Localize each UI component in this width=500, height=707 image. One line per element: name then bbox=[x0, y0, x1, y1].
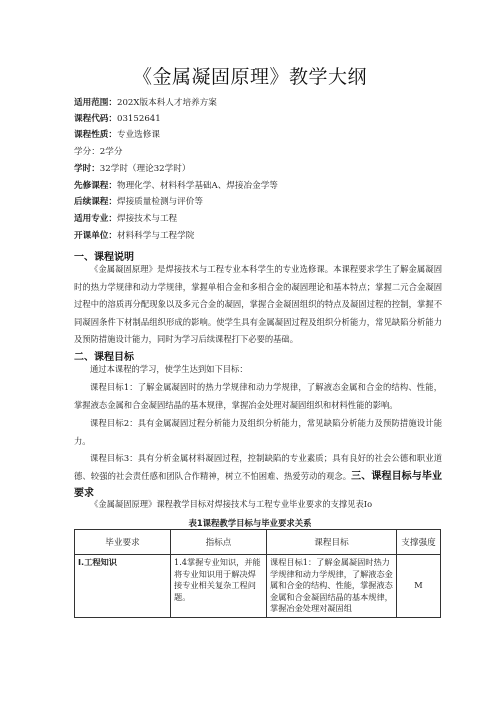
goal-1: 课程目标1：了解金属凝固时的热力学规律和动力学规律，了解液态金属和合金的结构、性能，掌握液态金属和合金凝固结晶的基本规律，掌握冶金处理对凝固组织和材料性能的影响。 bbox=[74, 382, 442, 410]
page-title: 《金属凝固原理》教学大纲 bbox=[132, 66, 367, 88]
meta-label: 适用专业： bbox=[74, 214, 117, 224]
goal-3-text: 课程目标3：具有分析金属材料凝固过程，控制缺陷的专业素质；具有良好的社会公德和职业道德、较强的社会责任感和团队合作精神，树立不怕困难、热爱劳动的观念。 bbox=[74, 453, 442, 481]
meta-prerequisites bbox=[74, 181, 278, 192]
meta-value: 专业选修课 bbox=[116, 130, 160, 140]
section-heading-course-goals: 二、课程目标 bbox=[74, 352, 134, 363]
meta-label: 适用范围： bbox=[74, 98, 117, 108]
column-header: 支撑强度 bbox=[397, 530, 441, 555]
meta-label: 后续课程： bbox=[74, 197, 117, 207]
meta-label: 课程性质： bbox=[74, 130, 117, 140]
meta-label: 学时： bbox=[74, 164, 100, 174]
meta-label: 开课单位： bbox=[74, 231, 117, 241]
meta-value: 焊接技术与工程 bbox=[116, 214, 178, 224]
table-cell-requirement: I.工程知识 bbox=[75, 555, 171, 618]
course-description-paragraph: 《金属凝固原理》是焊接技术与工程专业本科学生的专业选修课。本课程要求学生了解金属凝固时的热力学规律和动力学规律，掌握单相合金和多相合金的凝固理论和基本特点；掌握二元合金凝固过程中的溶质再分配现象以及多元合金的凝固，掌握合金凝固组织的特点及凝固过程的控制，掌握不同凝固条件下材制品组织形成的影响。使学生具有金属凝固过程及组织分析能力，常见缺陷分析能力及预防措施设计能力，同时为学习后续课程打下必要的基础。 bbox=[74, 264, 442, 345]
table-cell-strength: M bbox=[397, 555, 441, 618]
meta-department bbox=[74, 231, 194, 242]
goals-requirements-table bbox=[74, 529, 441, 618]
goal-3 bbox=[74, 450, 442, 503]
meta-scope bbox=[74, 98, 217, 109]
table-caption: 表1课程教学目标与毕业要求关系 bbox=[188, 518, 312, 528]
meta-value: 03152641 bbox=[116, 114, 161, 124]
meta-value: 32学时（理论32学时） bbox=[99, 164, 191, 174]
meta-value: 202X版本科人才培养方案 bbox=[116, 98, 217, 108]
goals-intro: 通过本课程的学习，使学生达到如下目标： bbox=[90, 364, 248, 374]
goal-2: 课程目标2：具有金属凝固过程分析能力及组织分析能力，常见缺陷分析能力及预防措施设计能力。 bbox=[74, 418, 442, 446]
table-cell-indicator: 1.4掌握专业知识，并能将专业知识用于解决焊接专业相关复杂工程问题。 bbox=[171, 555, 267, 618]
meta-course-nature bbox=[74, 130, 160, 141]
table-row bbox=[75, 555, 441, 618]
column-header: 毕业要求 bbox=[75, 530, 171, 555]
column-header: 指标点 bbox=[171, 530, 267, 555]
table-cell-goal: 课程目标1：了解金属凝固时热力学规律和动力学规律，了解液态金属和合金的结构、性能，掌握液态金属和合金凝固结晶的基本规律，掌握冶金处理对凝固组 bbox=[267, 555, 397, 618]
table-header-row bbox=[75, 530, 441, 555]
meta-course-code bbox=[74, 114, 161, 125]
meta-credits bbox=[74, 147, 122, 158]
meta-major bbox=[74, 214, 177, 225]
meta-hours bbox=[74, 164, 190, 175]
meta-value: 物理化学、材料科学基础A、焊接冶金学等 bbox=[116, 181, 278, 191]
meta-value: 焊接质量检测与评价等 bbox=[116, 197, 203, 207]
meta-value: 材料科学与工程学院 bbox=[116, 231, 195, 241]
meta-label: 先修课程： bbox=[74, 181, 117, 191]
section-heading-goals-requirements: 三、课程目标与毕业要求 bbox=[74, 470, 442, 500]
column-header: 课程目标 bbox=[267, 530, 397, 555]
requirements-intro: 《金属凝固原理》课程教学目标对焊接技术与工程专业毕业要求的支撑见表Io bbox=[90, 499, 373, 509]
meta-value: 学分：2学分 bbox=[74, 147, 123, 157]
meta-followup bbox=[74, 197, 203, 208]
section-heading-course-description: 一、课程说明 bbox=[74, 252, 134, 263]
meta-label: 课程代码： bbox=[74, 114, 117, 124]
